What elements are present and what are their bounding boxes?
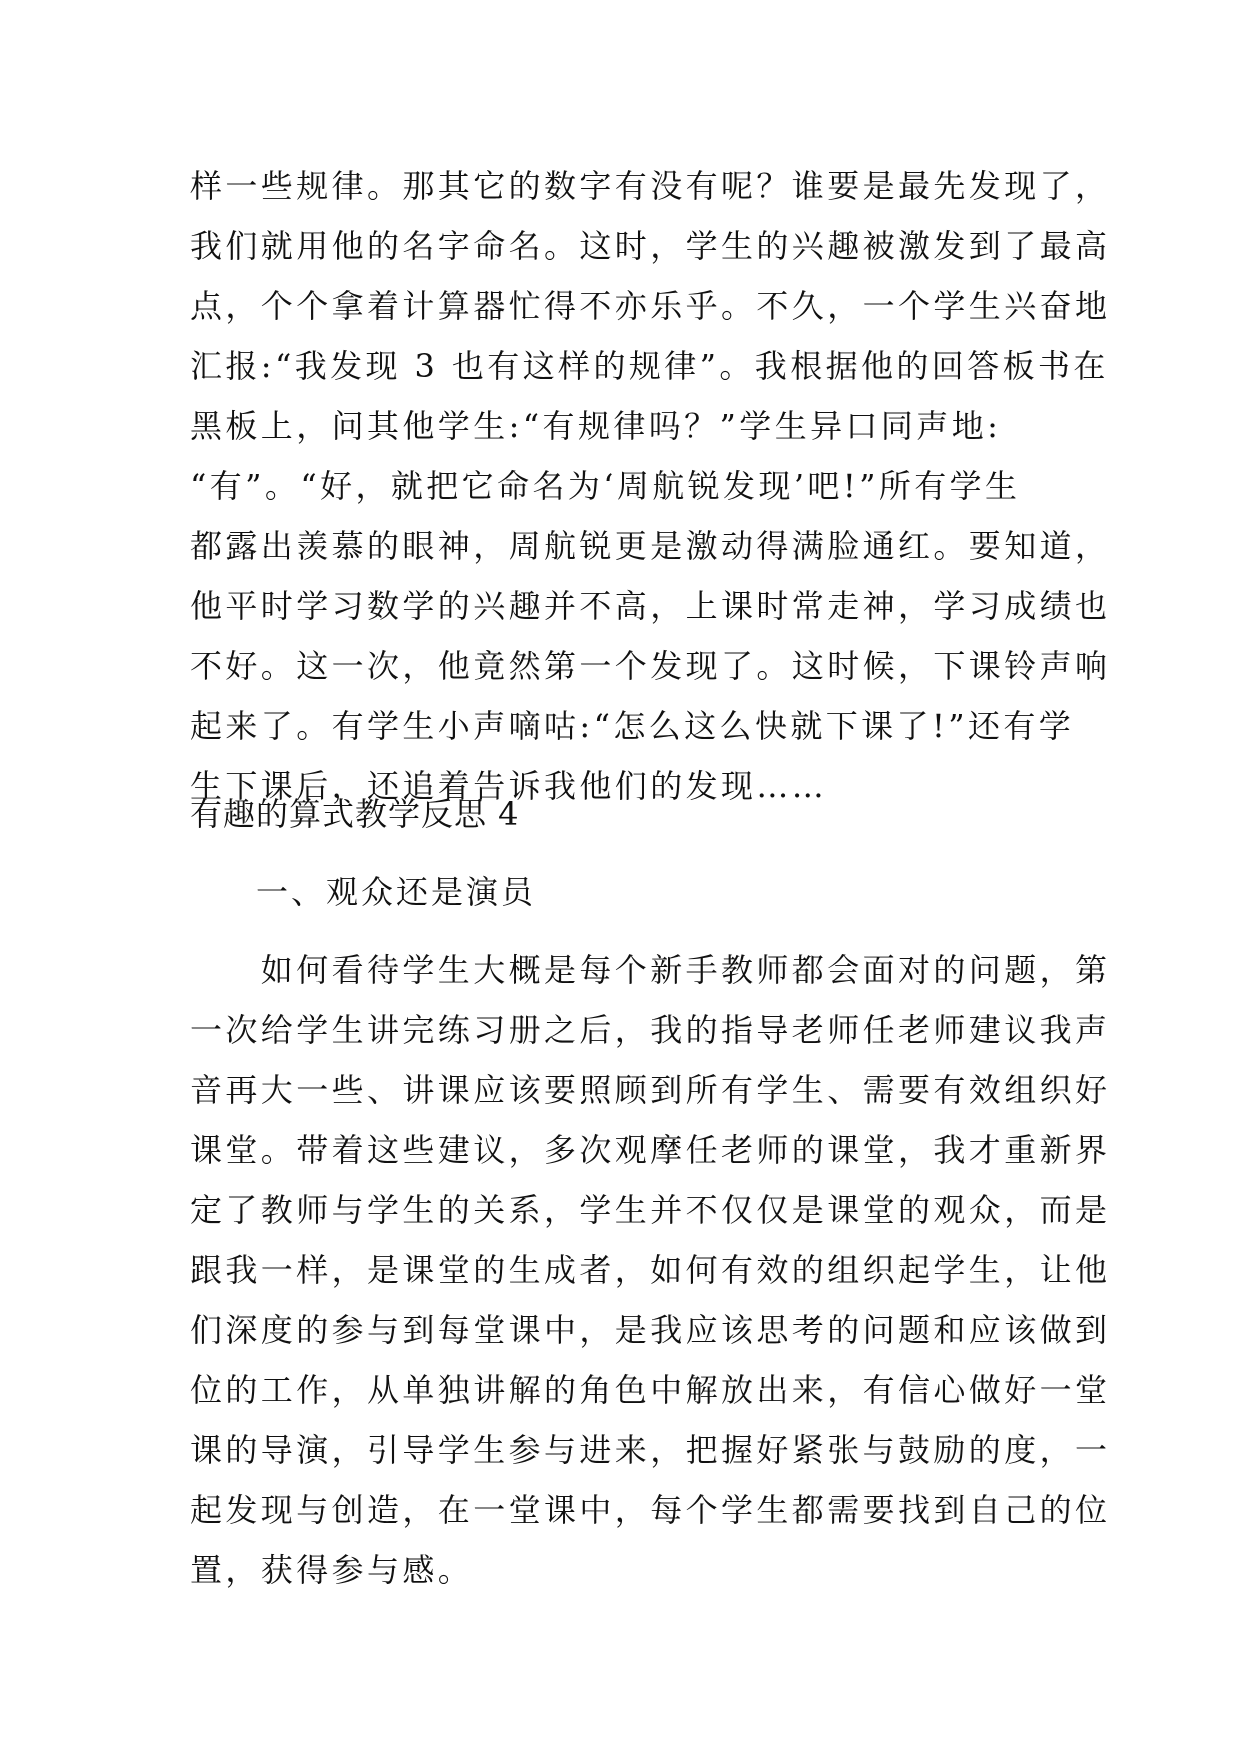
text-line: 黑板上，问其他学生:“有规律吗？”学生异口同声地:: [190, 407, 1002, 445]
text-line: 如何看待学生大概是每个新手教师都会面对的问题，第: [190, 951, 1111, 989]
text-line: 点，个个拿着计算器忙得不亦乐乎。不久，一个学生兴奋地: [190, 287, 1111, 325]
text-line: 置，获得参与感。: [190, 1551, 474, 1589]
text-line: 生下课后，还追着告诉我他们的发现……: [190, 767, 828, 805]
text-line: 我们就用他的名字命名。这时，学生的兴趣被激发到了最高: [190, 227, 1111, 265]
text-line: 课堂。带着这些建议，多次观摩任老师的课堂，我才重新界: [190, 1131, 1111, 1169]
text-line: 定了教师与学生的关系，学生并不仅仅是课堂的观众，而是: [190, 1191, 1111, 1229]
text-line: 都露出羡慕的眼神，周航锐更是激动得满脸通红。要知道，: [190, 527, 1111, 565]
text-line: 一次给学生讲完练习册之后，我的指导老师任老师建议我声: [190, 1011, 1111, 1049]
text-line: 起发现与创造，在一堂课中，每个学生都需要找到自己的位: [190, 1491, 1111, 1529]
text-line: 跟我一样，是课堂的生成者，如何有效的组织起学生，让他: [190, 1251, 1111, 1289]
subsection-heading: 一、观众还是演员: [256, 873, 537, 911]
text-line: 音再大一些、讲课应该要照顾到所有学生、需要有效组织好: [190, 1071, 1111, 1109]
text-line: 样一些规律。那其它的数字有没有呢？谁要是最先发现了，: [190, 167, 1111, 205]
text-line: 他平时学习数学的兴趣并不高，上课时常走神，学习成绩也: [190, 587, 1111, 625]
section-heading: 有趣的算式教学反思 4: [190, 795, 520, 833]
text-line: 位的工作，从单独讲解的角色中解放出来，有信心做好一堂: [190, 1371, 1111, 1409]
text-line: 课的导演，引导学生参与进来，把握好紧张与鼓励的度，一: [190, 1431, 1111, 1469]
text-line: 汇报:“我发现 3 也有这样的规律”。我根据他的回答板书在: [190, 347, 1109, 385]
text-line: 起来了。有学生小声嘀咕:“怎么这么快就下课了!”还有学: [190, 707, 1075, 745]
text-line: 不好。这一次，他竟然第一个发现了。这时候，下课铃声响: [190, 647, 1111, 685]
text-line: 们深度的参与到每堂课中，是我应该思考的问题和应该做到: [190, 1311, 1111, 1349]
text-line: “有”。“好，就把它命名为‘周航锐发现’吧!”所有学生: [190, 467, 1021, 505]
paragraph-body: [190, 940, 1111, 1600]
paragraph-continued: [190, 156, 1111, 816]
